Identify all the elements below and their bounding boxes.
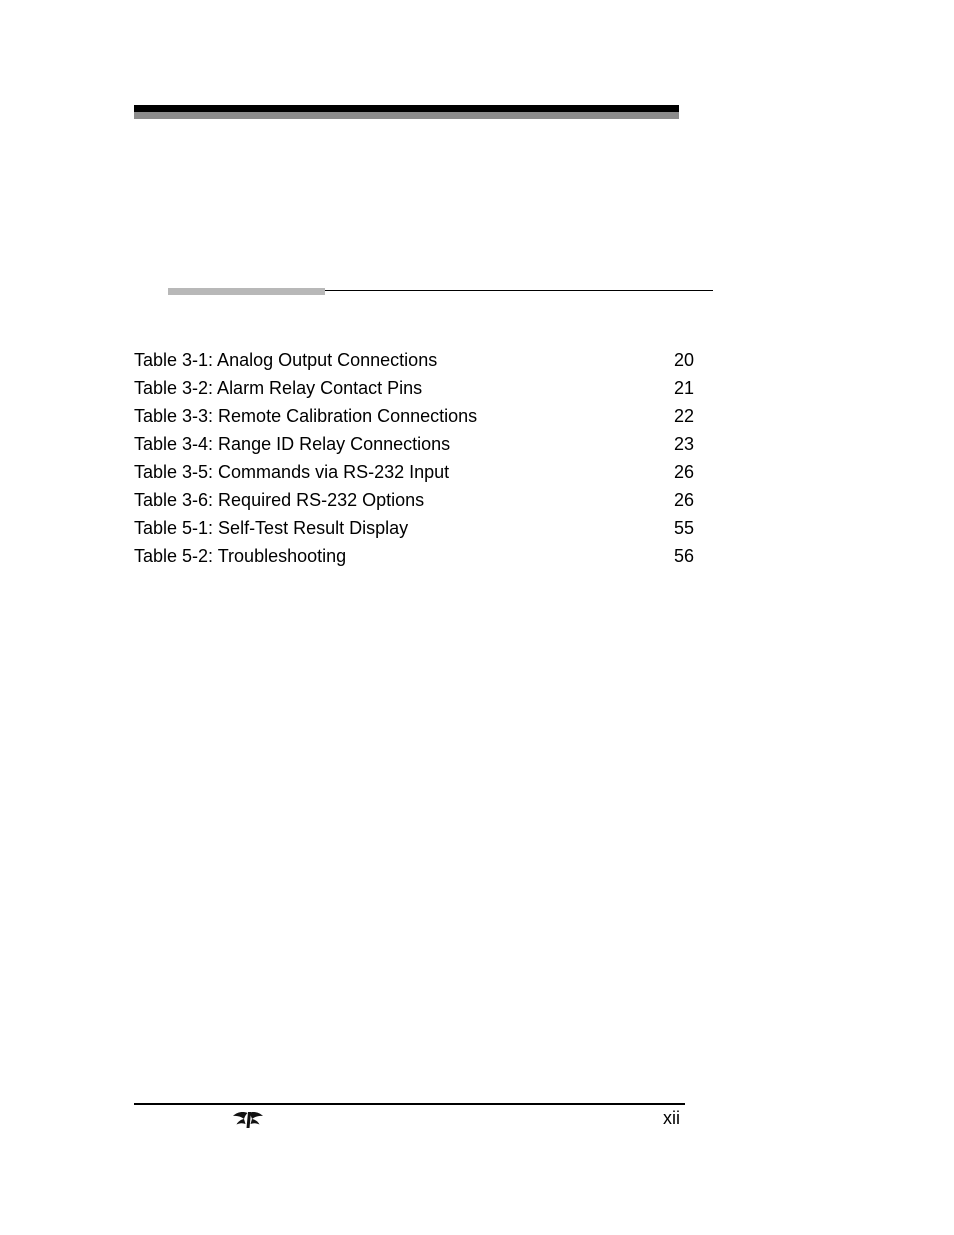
toc-entry-label: Table 3-1: Analog Output Connections [134, 350, 438, 370]
section-rule-accent [168, 288, 325, 295]
toc-entry[interactable] [134, 430, 696, 458]
section-rule-line [325, 290, 713, 291]
toc-entry[interactable] [134, 402, 696, 430]
list-of-tables [134, 346, 696, 570]
toc-entry-page: 56 [673, 546, 694, 566]
toc-entry-label: Table 3-2: Alarm Relay Contact Pins [134, 378, 423, 398]
toc-entry-label: Table 5-2: Troubleshooting [134, 546, 347, 566]
toc-entry[interactable] [134, 542, 696, 570]
toc-entry[interactable] [134, 374, 696, 402]
toc-entry[interactable] [134, 514, 696, 542]
toc-entry[interactable] [134, 458, 696, 486]
toc-entry-page: 55 [673, 518, 694, 538]
header-rule-black [134, 105, 679, 112]
header-rule-gray [134, 112, 679, 119]
footer-rule [134, 1103, 685, 1105]
page-number: xii [663, 1108, 680, 1128]
toc-entry[interactable] [134, 346, 696, 374]
toc-entry-label: Table 3-4: Range ID Relay Connections [134, 434, 451, 454]
toc-entry-page: 26 [673, 490, 694, 510]
toc-entry-page: 20 [673, 350, 694, 370]
toc-entry-label: Table 3-3: Remote Calibration Connections [134, 406, 478, 426]
toc-entry-page: 22 [673, 406, 694, 426]
toc-entry-label: Table 3-5: Commands via RS-232 Input [134, 462, 450, 482]
toc-entry-label: Table 5-1: Self-Test Result Display [134, 518, 409, 538]
toc-entry-page: 23 [673, 434, 694, 454]
toc-entry[interactable] [134, 486, 696, 514]
toc-entry-label: Table 3-6: Required RS-232 Options [134, 490, 425, 510]
toc-entry-page: 26 [673, 462, 694, 482]
toc-entry-page: 21 [673, 378, 694, 398]
teledyne-logo-icon [232, 1109, 264, 1129]
